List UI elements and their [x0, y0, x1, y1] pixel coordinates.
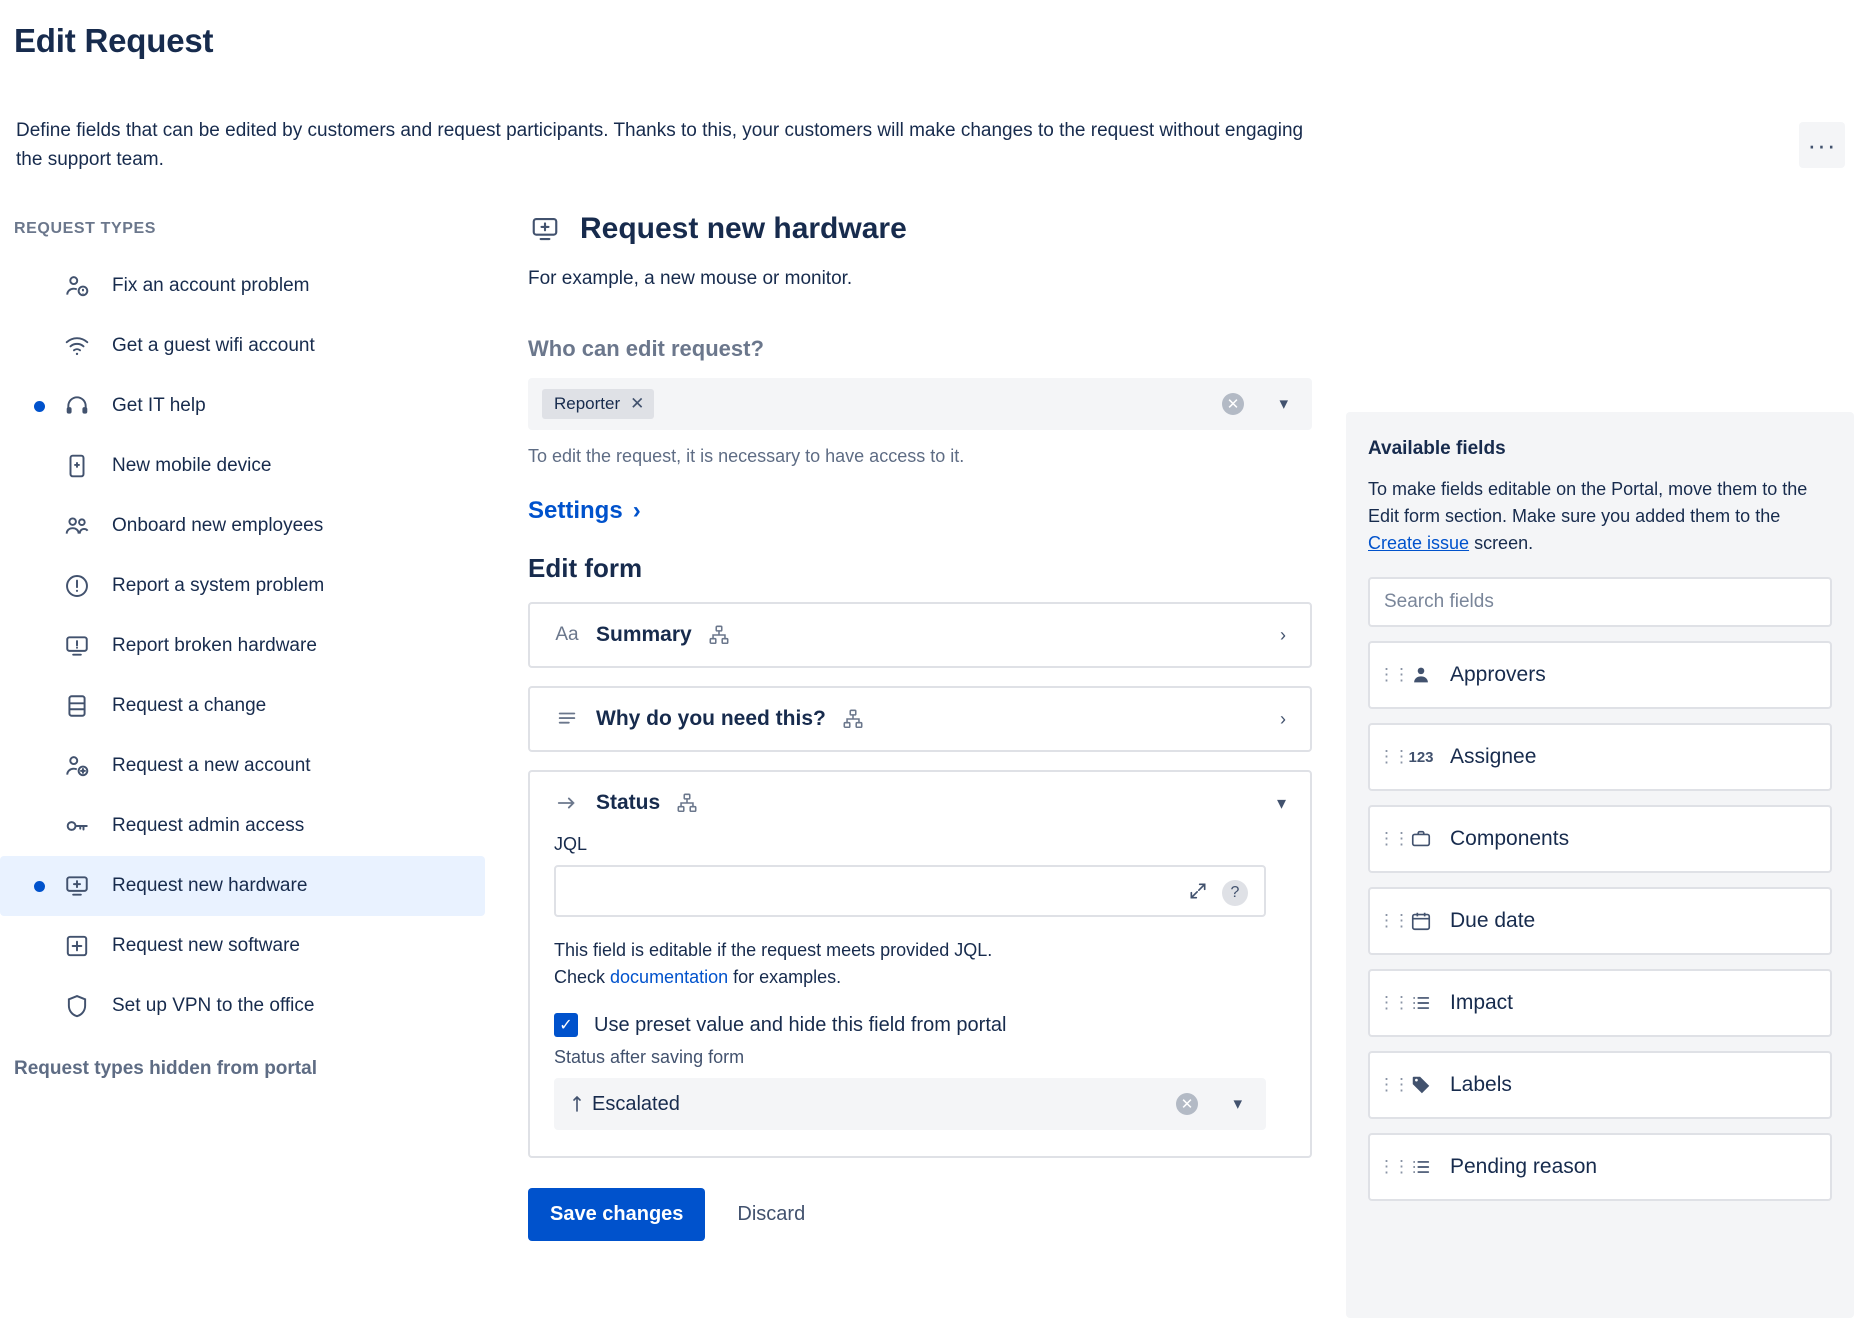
available-field-label: Pending reason	[1450, 1155, 1598, 1178]
number-123-icon: 123	[1408, 748, 1434, 766]
available-field-label: Assignee	[1450, 745, 1537, 768]
expand-icon[interactable]	[1188, 881, 1208, 901]
page-description: Define fields that can be edited by customers and request participants. Thanks to this, your customers will make changes to the request without engaging the support team.	[16, 120, 1304, 171]
sidebar-item-label: Set up VPN to the office	[112, 995, 315, 1016]
sidebar-item-onboard-new-employees[interactable]	[0, 496, 485, 556]
status-marker-icon	[570, 1095, 584, 1113]
preset-value-checkbox-row[interactable]	[554, 1013, 1286, 1037]
drag-handle-icon[interactable]: ⋮⋮	[1378, 1157, 1408, 1177]
available-field-components[interactable]	[1368, 805, 1832, 873]
field-name: Why do you need this?	[596, 707, 826, 730]
more-actions-button[interactable]	[1799, 122, 1845, 168]
unsaved-dot	[34, 881, 45, 892]
discard-button[interactable]: Discard	[719, 1188, 823, 1241]
sidebar-item-label: Onboard new employees	[112, 515, 324, 536]
available-field-label: Components	[1450, 827, 1570, 850]
chevron-right-icon: ›	[632, 497, 641, 524]
sidebar-item-label: Request new hardware	[112, 875, 308, 896]
sidebar-item-label: Request new software	[112, 935, 300, 956]
available-field-label: Labels	[1450, 1073, 1512, 1096]
shield-icon	[62, 991, 92, 1021]
help-icon[interactable]: ?	[1222, 880, 1248, 906]
monitor-add-icon	[528, 212, 562, 246]
wifi-icon	[62, 331, 92, 361]
available-field-label: Due date	[1450, 909, 1536, 932]
request-subtitle: For example, a new mouse or monitor.	[528, 268, 853, 289]
chevron-down-icon[interactable]: ▾	[1233, 1094, 1242, 1113]
field-card-summary	[528, 602, 1312, 668]
preset-value-checkbox-label: Use preset value and hide this field from portal	[594, 1013, 1007, 1036]
create-issue-link[interactable]: Create issue	[1368, 533, 1470, 553]
sidebar-item-label: Report a system problem	[112, 575, 325, 596]
clear-status-icon[interactable]: ✕	[1176, 1093, 1198, 1115]
drag-handle-icon[interactable]: ⋮⋮	[1378, 1075, 1408, 1095]
sidebar-heading: REQUEST TYPES	[14, 220, 157, 237]
edit-form-heading: Edit form	[528, 553, 643, 583]
available-field-approvers[interactable]	[1368, 641, 1832, 709]
available-field-due-date[interactable]	[1368, 887, 1832, 955]
drag-handle-icon[interactable]: ⋮⋮	[1378, 829, 1408, 849]
sidebar-item-request-new-hardware[interactable]	[0, 856, 485, 916]
field-hierarchy-icon	[676, 792, 698, 814]
arrow-right-icon	[554, 792, 580, 814]
field-name: Status	[596, 791, 661, 814]
reporter-tag[interactable]	[542, 389, 654, 419]
monitor-alert-icon	[62, 631, 92, 661]
sidebar-item-new-mobile-device[interactable]	[0, 436, 485, 496]
clear-selection-icon[interactable]: ✕	[1222, 393, 1244, 415]
field-header-status[interactable]	[530, 772, 1310, 834]
field-header-summary[interactable]	[530, 604, 1310, 666]
monitor-add-icon	[62, 871, 92, 901]
field-hierarchy-icon	[708, 624, 730, 646]
available-fields-description	[1368, 476, 1832, 557]
list-icon	[1406, 1152, 1436, 1182]
field-card-why-do-you-need-this	[528, 686, 1312, 752]
field-hierarchy-icon	[842, 708, 864, 730]
drag-handle-icon[interactable]: ⋮⋮	[1378, 665, 1408, 685]
jql-input-wrapper[interactable]	[554, 865, 1266, 917]
chevron-down-icon[interactable]: ▾	[1279, 394, 1288, 413]
list-icon	[1406, 988, 1436, 1018]
desc-prefix: To make fields editable on the Portal, move them to the Edit form section. Make sure you added them to the	[1368, 479, 1808, 526]
sidebar-item-get-a-guest-wifi-account[interactable]	[0, 316, 485, 376]
paragraph-icon	[554, 708, 580, 730]
sidebar-item-label: New mobile device	[112, 455, 272, 476]
person-icon	[1406, 660, 1436, 690]
field-name: Summary	[596, 623, 692, 646]
request-title-row	[528, 212, 1328, 246]
sidebar-item-set-up-vpn-to-the-office[interactable]	[0, 976, 485, 1036]
sidebar-item-label: Fix an account problem	[112, 275, 310, 296]
jql-note	[554, 937, 1286, 991]
available-field-impact[interactable]	[1368, 969, 1832, 1037]
briefcase-icon	[1406, 824, 1436, 854]
sidebar-item-request-new-software[interactable]	[0, 916, 485, 976]
request-detail-panel	[528, 212, 1328, 1241]
sidebar-item-report-broken-hardware[interactable]	[0, 616, 485, 676]
available-field-assignee[interactable]	[1368, 723, 1832, 791]
form-actions	[528, 1188, 1328, 1241]
field-card-status	[528, 770, 1312, 1158]
status-after-saving-label: Status after saving form	[554, 1047, 745, 1067]
chevron-down-icon[interactable]: ▾	[1276, 792, 1286, 813]
available-field-pending-reason[interactable]	[1368, 1133, 1832, 1201]
sidebar-item-label: Request admin access	[112, 815, 305, 836]
sidebar-item-get-it-help[interactable]	[0, 376, 485, 436]
save-changes-button[interactable]: Save changes	[528, 1188, 705, 1241]
text-format-icon: Aa	[555, 624, 579, 645]
settings-link[interactable]	[528, 497, 641, 525]
sidebar-item-label: Request a new account	[112, 755, 311, 776]
tag-icon	[1406, 1070, 1436, 1100]
who-can-edit-label: Who can edit request?	[528, 336, 764, 361]
page-title: Edit Request	[14, 22, 214, 59]
request-types-sidebar	[0, 220, 500, 1080]
drag-handle-icon[interactable]: ⋮⋮	[1378, 747, 1408, 767]
sidebar-item-label: Get a guest wifi account	[112, 335, 315, 356]
sidebar-item-request-a-new-account[interactable]	[0, 736, 485, 796]
drag-handle-icon[interactable]: ⋮⋮	[1378, 993, 1408, 1013]
documentation-link[interactable]: documentation	[610, 967, 729, 987]
calendar-icon	[1406, 906, 1436, 936]
desc-suffix: screen.	[1469, 533, 1534, 553]
jql-label: JQL	[554, 834, 588, 854]
sidebar-item-request-a-change[interactable]	[0, 676, 485, 736]
server-icon	[62, 691, 92, 721]
who-can-edit-select[interactable]	[528, 378, 1312, 430]
sidebar-item-label: Request a change	[112, 695, 267, 716]
status-field-body	[530, 834, 1310, 1156]
available-fields-panel	[1346, 412, 1854, 1318]
mobile-device-icon	[62, 451, 92, 481]
request-title: Request new hardware	[580, 212, 907, 245]
window-add-icon	[62, 931, 92, 961]
sidebar-item-label: Report broken hardware	[112, 635, 317, 656]
drag-handle-icon[interactable]: ⋮⋮	[1378, 911, 1408, 931]
field-header-why-do-you-need-this[interactable]	[530, 688, 1310, 750]
alert-circle-icon	[62, 571, 92, 601]
sidebar-item-report-a-system-problem[interactable]	[0, 556, 485, 616]
chevron-right-icon[interactable]: ›	[1280, 624, 1286, 645]
chevron-right-icon[interactable]: ›	[1280, 708, 1286, 729]
preset-value-checkbox[interactable]: ✓	[554, 1013, 578, 1037]
status-after-saving-select[interactable]	[554, 1078, 1266, 1130]
unsaved-dot	[34, 401, 45, 412]
headset-icon	[62, 391, 92, 421]
more-icon: ···	[1807, 130, 1837, 160]
jql-note-prefix: Check	[554, 967, 611, 987]
jql-note-suffix: for examples.	[728, 967, 842, 987]
key-icon	[62, 811, 92, 841]
available-field-labels[interactable]	[1368, 1051, 1832, 1119]
who-can-edit-helper: To edit the request, it is necessary to have access to it.	[528, 446, 965, 466]
person-alert-icon	[62, 271, 92, 301]
sidebar-item-label: Get IT help	[112, 395, 206, 416]
jql-note-line1: This field is editable if the request meets provided JQL.	[554, 940, 993, 960]
settings-link-label: Settings	[528, 497, 623, 524]
status-after-saving-value: Escalated	[592, 1092, 680, 1115]
search-fields-input[interactable]	[1368, 577, 1832, 627]
hidden-request-types-label: Request types hidden from portal	[14, 1058, 317, 1079]
available-field-label: Impact	[1450, 991, 1514, 1014]
sidebar-item-fix-an-account-problem[interactable]	[0, 256, 485, 316]
available-field-label: Approvers	[1450, 663, 1546, 686]
available-fields-title: Available fields	[1368, 438, 1506, 459]
remove-tag-icon[interactable]: ✕	[630, 394, 645, 413]
reporter-tag-label: Reporter	[554, 394, 621, 413]
person-add-icon	[62, 751, 92, 781]
people-icon	[62, 511, 92, 541]
sidebar-item-request-admin-access[interactable]	[0, 796, 485, 856]
